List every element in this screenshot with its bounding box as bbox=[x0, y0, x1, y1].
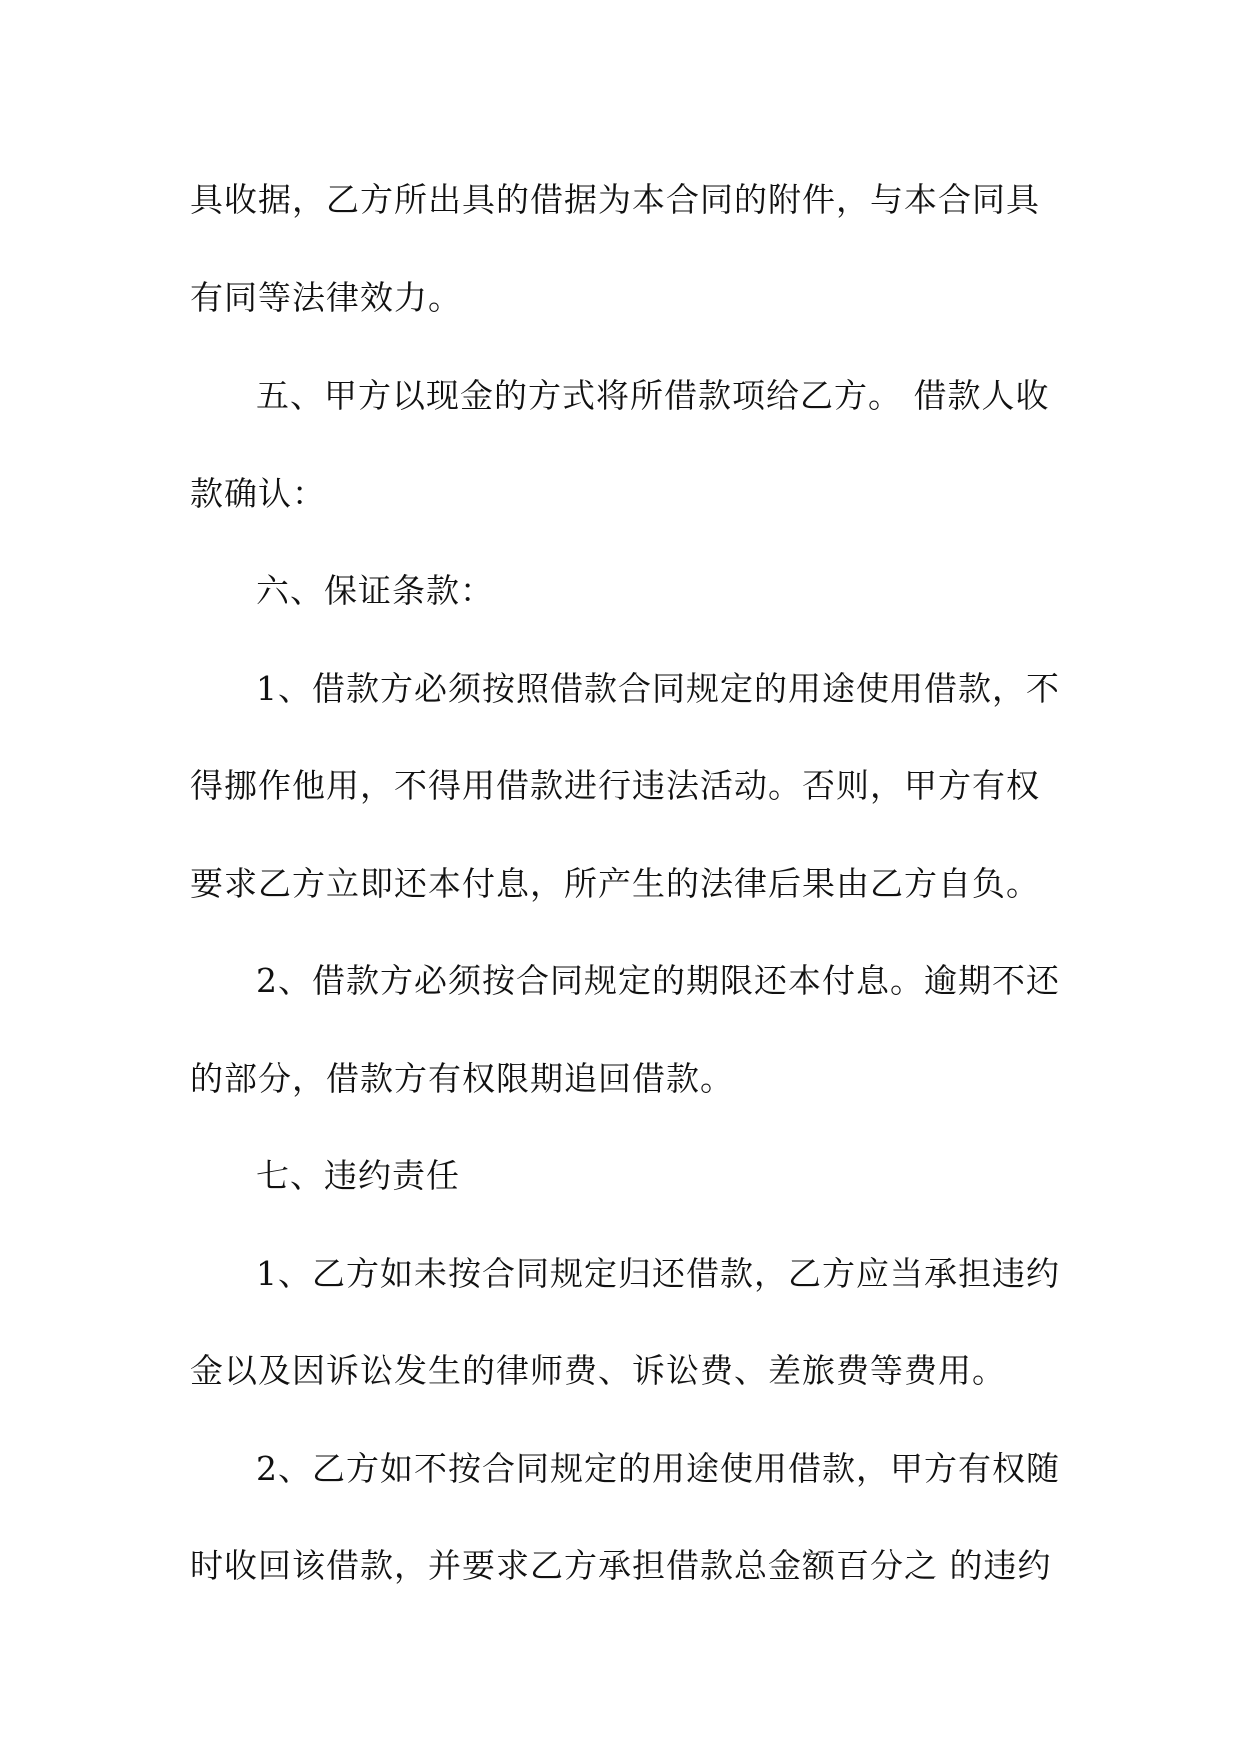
clause-6-2-paragraph: 2、借款方必须按合同规定的期限还本付息。逾期不还 bbox=[256, 961, 1060, 1000]
clause-7-1-paragraph: 1、乙方如未按合同规定归还借款，乙方应当承担违约 bbox=[256, 1254, 1060, 1293]
section-6-heading: 六、保证条款： bbox=[256, 571, 494, 610]
clause-7-2-paragraph: 2、乙方如不按合同规定的用途使用借款，甲方有权随 bbox=[256, 1449, 1060, 1488]
text-line-13: 金以及因诉讼发生的律师费、诉讼费、差旅费等费用。 bbox=[190, 1351, 1006, 1390]
section-5-paragraph: 五、甲方以现金的方式将所借款项给乙方。 借款人收 bbox=[256, 376, 1050, 415]
text-line-4: 款确认： bbox=[190, 474, 326, 513]
section-7-heading: 七、违约责任 bbox=[256, 1156, 460, 1195]
text-line-8: 要求乙方立即还本付息，所产生的法律后果由乙方自负。 bbox=[190, 864, 1040, 903]
text-line-2: 有同等法律效力。 bbox=[190, 278, 462, 317]
text-line-15: 时收回该借款，并要求乙方承担借款总金额百分之 的违约 bbox=[190, 1546, 1052, 1585]
text-line-1: 具收据，乙方所出具的借据为本合同的附件，与本合同具 bbox=[190, 180, 1040, 219]
text-line-7: 得挪作他用，不得用借款进行违法活动。否则，甲方有权 bbox=[190, 766, 1040, 805]
clause-6-1-paragraph: 1、借款方必须按照借款合同规定的用途使用借款，不 bbox=[256, 669, 1060, 708]
text-line-10: 的部分，借款方有权限期追回借款。 bbox=[190, 1059, 734, 1098]
